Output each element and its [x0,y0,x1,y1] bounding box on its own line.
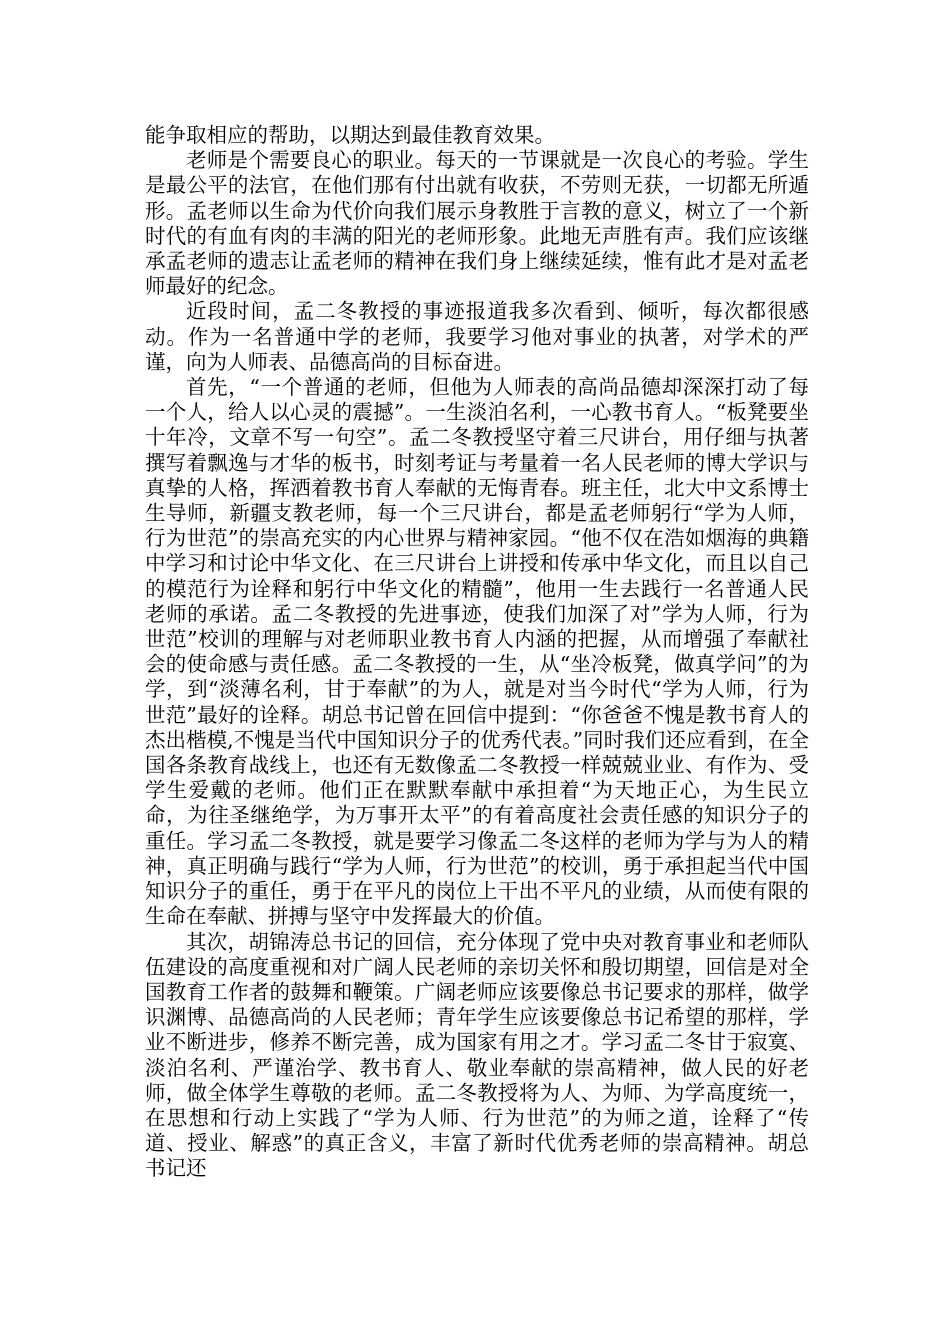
document-page [145,123,809,1182]
paragraph: 老师是个需要良心的职业。每天的一节课就是一次良心的考验。学生是最公平的法官，在他们那有付出就有收获，不劳则无获，一切都无所遁形。孟老师以生命为代价向我们展示身教胜于言教的意义，树立了一个新时代的有血有肉的丰满的阳光的老师形象。此地无声胜有声。我们应该继承孟老师的遗志让孟老师的精神在我们身上继续延续，惟有此才是对孟老师最好的纪念。 [145,148,809,299]
paragraph: 其次，胡锦涛总书记的回信，充分体现了党中央对教育事业和老师队伍建设的高度重视和对广阔人民老师的亲切关怀和殷切期望，回信是对全国教育工作者的鼓舞和鞭策。广阔老师应该要像总书记要求的那样，做学识渊博、品德高尚的人民老师；青年学生应该要像总书记希望的那样，学业不断进步，修养不断完善，成为国家有用之才。学习孟二冬甘于寂寞、淡泊名利、严谨治学、教书育人、敬业奉献的崇高精神，做人民的好老师，做全体学生尊敬的老师。孟二冬教授将为人、为师、为学高度统一，在思想和行动上实践了“学为人师、行为世范”的为师之道，诠释了“传道、授业、解惑”的真正含义，丰富了新时代优秀老师的崇高精神。胡总书记还 [145,929,809,1181]
paragraph-continuation: 能争取相应的帮助，以期达到最佳教育效果。 [145,123,555,147]
paragraph: 近段时间，孟二冬教授的事迹报道我多次看到、倾听，每次都很感动。作为一名普通中学的老师，我要学习他对事业的执著，对学术的严谨，向为人师表、品德高尚的目标奋进。 [145,299,809,374]
paragraph: 首先，“一个普通的老师，但他为人师表的高尚品德却深深打动了每一个人，给人以心灵的震撼”。一生淡泊名利，一心教书育人。“板凳要坐十年冷，文章不写一句空”。孟二冬教授坚守着三尺讲台，用仔细与执著撰写着飘逸与才华的板书，时刻考证与考量着一名人民老师的博大学识与真挚的人格，挥洒着教书育人奉献的无悔青春。班主任，北大中文系博士生导师，新疆支教老师，每一个三尺讲台，都是孟老师躬行“学为人师，行为世范”的崇高充实的内心世界与精神家园。“他不仅在浩如烟海的典籍中学习和讨论中华文化、在三尺讲台上讲授和传承中华文化，而且以自己的模范行为诠释和躬行中华文化的精髓”，他用一生去践行一名普通人民老师的承诺。孟二冬教授的先进事迹，使我们加深了对”学为人师，行为世范”校训的理解与对老师职业教书育人内涵的把握，从而增强了奉献社会的使命感与责任感。孟二冬教授的一生，从“坐冷板凳，做真学问”的为学，到“淡薄名利，甘于奉献”的为人，就是对当今时代“学为人师，行为世范”最好的诠释。胡总书记曾在回信中提到：“你爸爸不愧是教书育人的杰出楷模,不愧是当代中国知识分子的优秀代表。”同时我们还应看到，在全国各条教育战线上，也还有无数像孟二冬教授一样兢兢业业、有作为、受学生爱戴的老师。他们正在默默奉献中承担着“为天地正心，为生民立命，为往圣继绝学，为万事开太平”的有着高度社会责任感的知识分子的重任。学习孟二冬教授，就是要学习像孟二冬这样的老师为学与为人的精神，真正明确与践行“学为人师，行为世范”的校训，勇于承担起当代中国知识分子的重任，勇于在平凡的岗位上干出不平凡的业绩，从而使有限的生命在奉献、拼搏与坚守中发挥最大的价值。 [145,375,809,929]
